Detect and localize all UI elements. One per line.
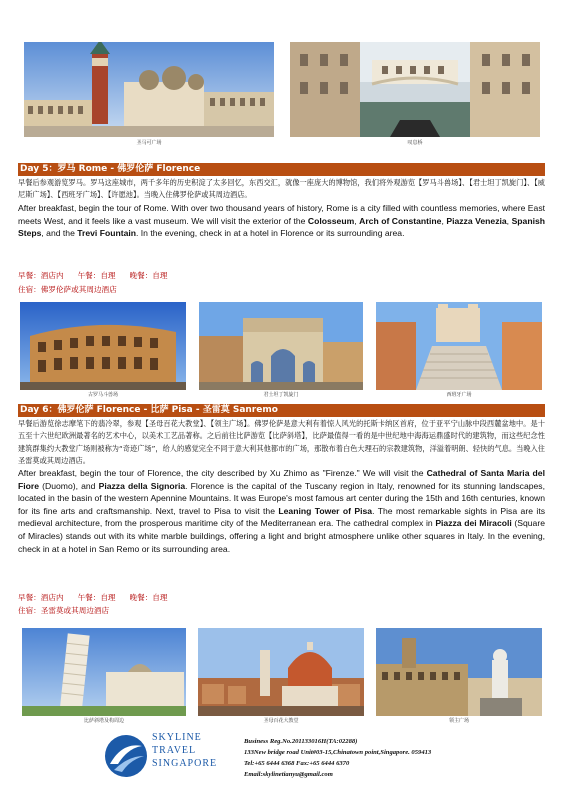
day5-meals [18, 270, 182, 282]
day6-chinese-text: 早餐后游览徐志摩笔下的翡冷翠，参观【圣母百花大教堂】、【领主广场】。佛罗伦萨是意大利有着惊人风光的托斯卡纳区首府，位于亚平宁山脉中段西麓盆地中。是十五至十六世纪欧洲最著名的艺术中心，以美术工艺品著称。之后前往比萨游览【比萨斜塔】，比萨最值得一看的是中世纪地中海海运鼎盛时代的建筑物，而这些纪念性建筑群集约大教堂广场则被称为“奇迹广场”，给人的感觉完全不同于意大利其他都市的广场，那散布着白色大理石的宗教建筑物，洋溢着明朗、轻快的气息。当晚入住圣雷莫或其周边酒店。 [18, 419, 545, 465]
photo-caption: 圣母百花大教堂 [263, 718, 299, 724]
photo-caption: 古罗马斗兽场 [87, 392, 118, 398]
photo-caption: 比萨斜塔及构周边 [83, 718, 124, 724]
place-name: Colosseum [307, 215, 355, 226]
photo-caption: 领主广场 [448, 718, 469, 724]
text-run: , and the [41, 228, 78, 239]
dinner: 晚餐：自理 [129, 271, 168, 280]
day5-header: Day 5：罗马 Rome - 佛罗伦萨 Florence [18, 163, 545, 176]
text-run: . The most remarkable sights in Pisa are its medieval architecture, from the prosperous maritime city of the Mediterranean era. The cathedral complex in [18, 505, 546, 529]
photo-signoria [376, 628, 542, 716]
dinner: 晚餐：自理 [129, 593, 168, 602]
day6-header: Day 6：佛罗伦萨 Florence - 比萨 Pisa - 圣雷莫 Sanremo [18, 404, 545, 417]
footer [0, 718, 562, 798]
logo-line-3: SINGAPORE [152, 758, 218, 769]
phone-fax: Tel:+65 6444 6368 Fax:+65 6444 6370 [244, 760, 350, 767]
lunch: 午餐：自理 [77, 593, 116, 602]
photo-colosseum [20, 302, 186, 390]
text-run: (Square of Miracles) stands out with its white marble buildings, offering a light and bright atmosphere unlike other squares in Italy. In the evening, check in at a hotel in San Remo or its surrounding area. [18, 518, 545, 554]
place-name: Piazza dei Miracoli [435, 518, 512, 529]
photo-caption: 圣马可广场 [136, 140, 162, 146]
business-reg: Business Reg.No.201133016H(TA:02288) [244, 738, 358, 745]
text-run: , [441, 215, 447, 226]
place-name: Cathedral of Santa Maria del Fiore [18, 468, 545, 491]
day5-chinese-text: 早餐后参观游览罗马。罗马这座城市，两千多年的历史积淀了太多回忆，东西交汇，就像一座庞大的博物馆，我们将外观游览【罗马斗兽场】、【君士坦丁凯旋门】、【威尼斯广场】、【西班牙广场】、【许愿池】。当晚入住佛罗伦萨或其周边酒店。 [18, 178, 545, 200]
photo-venice-square [24, 42, 274, 137]
logo-line-1: SKYLINE [152, 732, 202, 743]
text-run: , [506, 215, 512, 226]
day5-lodging: 住宿：佛罗伦萨或其周边酒店 [18, 285, 117, 294]
text-run: (Duomo), and [39, 480, 99, 491]
place-name: Piazza della Signoria [98, 480, 186, 491]
place-name: Arch of Constantine [359, 215, 442, 226]
day6-lodging: 住宿：圣雷莫或其周边酒店 [18, 606, 110, 615]
email: Email:skylinetianyu@gmail.com [244, 771, 333, 778]
day5-english-text [18, 202, 545, 240]
photo-arch [199, 302, 363, 390]
photo-spanish-steps [376, 302, 542, 390]
breakfast: 早餐：酒店内 [18, 593, 64, 602]
text-run: After breakfast, begin the tour of Florence, the city described by Xu Zhimo as "Firenze." We will visit the [18, 468, 427, 478]
photo-venice-bridge [290, 42, 540, 137]
day6-english-text [18, 467, 545, 555]
day6-meals [18, 592, 182, 604]
place-name: Leaning Tower of Pisa [278, 505, 373, 516]
address: 133New bridge road Unit#03-15,Chinatown point,Singapore. 059413 [244, 749, 432, 756]
photo-caption: 叹息桥 [407, 140, 423, 146]
text-run: After breakfast, begin the tour of Rome. With over two thousand years of history, Rome is a city filled with countless memories, where East meets West, and it feels like a vast museum. We will visit the exterior of the [18, 203, 545, 226]
lunch: 午餐：自理 [77, 271, 116, 280]
company-logo [104, 730, 234, 782]
globe-icon [104, 734, 148, 778]
photo-duomo [198, 628, 364, 716]
place-name: Spanish Steps [18, 215, 545, 239]
text-run: . In the evening, check in at a hotel in Florence or its surrounding area. [135, 228, 405, 239]
photo-caption: 君士坦丁凯旋门 [263, 392, 299, 398]
text-run: . Florence is the capital of the Tuscany region in Italy, renowned for its stunning landscapes, located in the basin of the western Apennine Mountains. It was Europe's most famous art center during the 15th and 16th centuries, known for its fine arts and craftsmanship. Next, travel to Pisa to visit the [18, 480, 545, 516]
breakfast: 早餐：酒店内 [18, 271, 64, 280]
photo-pisa [22, 628, 186, 716]
place-name: Trevi Fountain [77, 228, 136, 239]
place-name: Piazza Venezia [446, 215, 507, 226]
logo-line-2: TRAVEL [152, 745, 197, 756]
text-run: , [354, 215, 360, 226]
photo-caption: 西班牙广场 [446, 392, 472, 398]
